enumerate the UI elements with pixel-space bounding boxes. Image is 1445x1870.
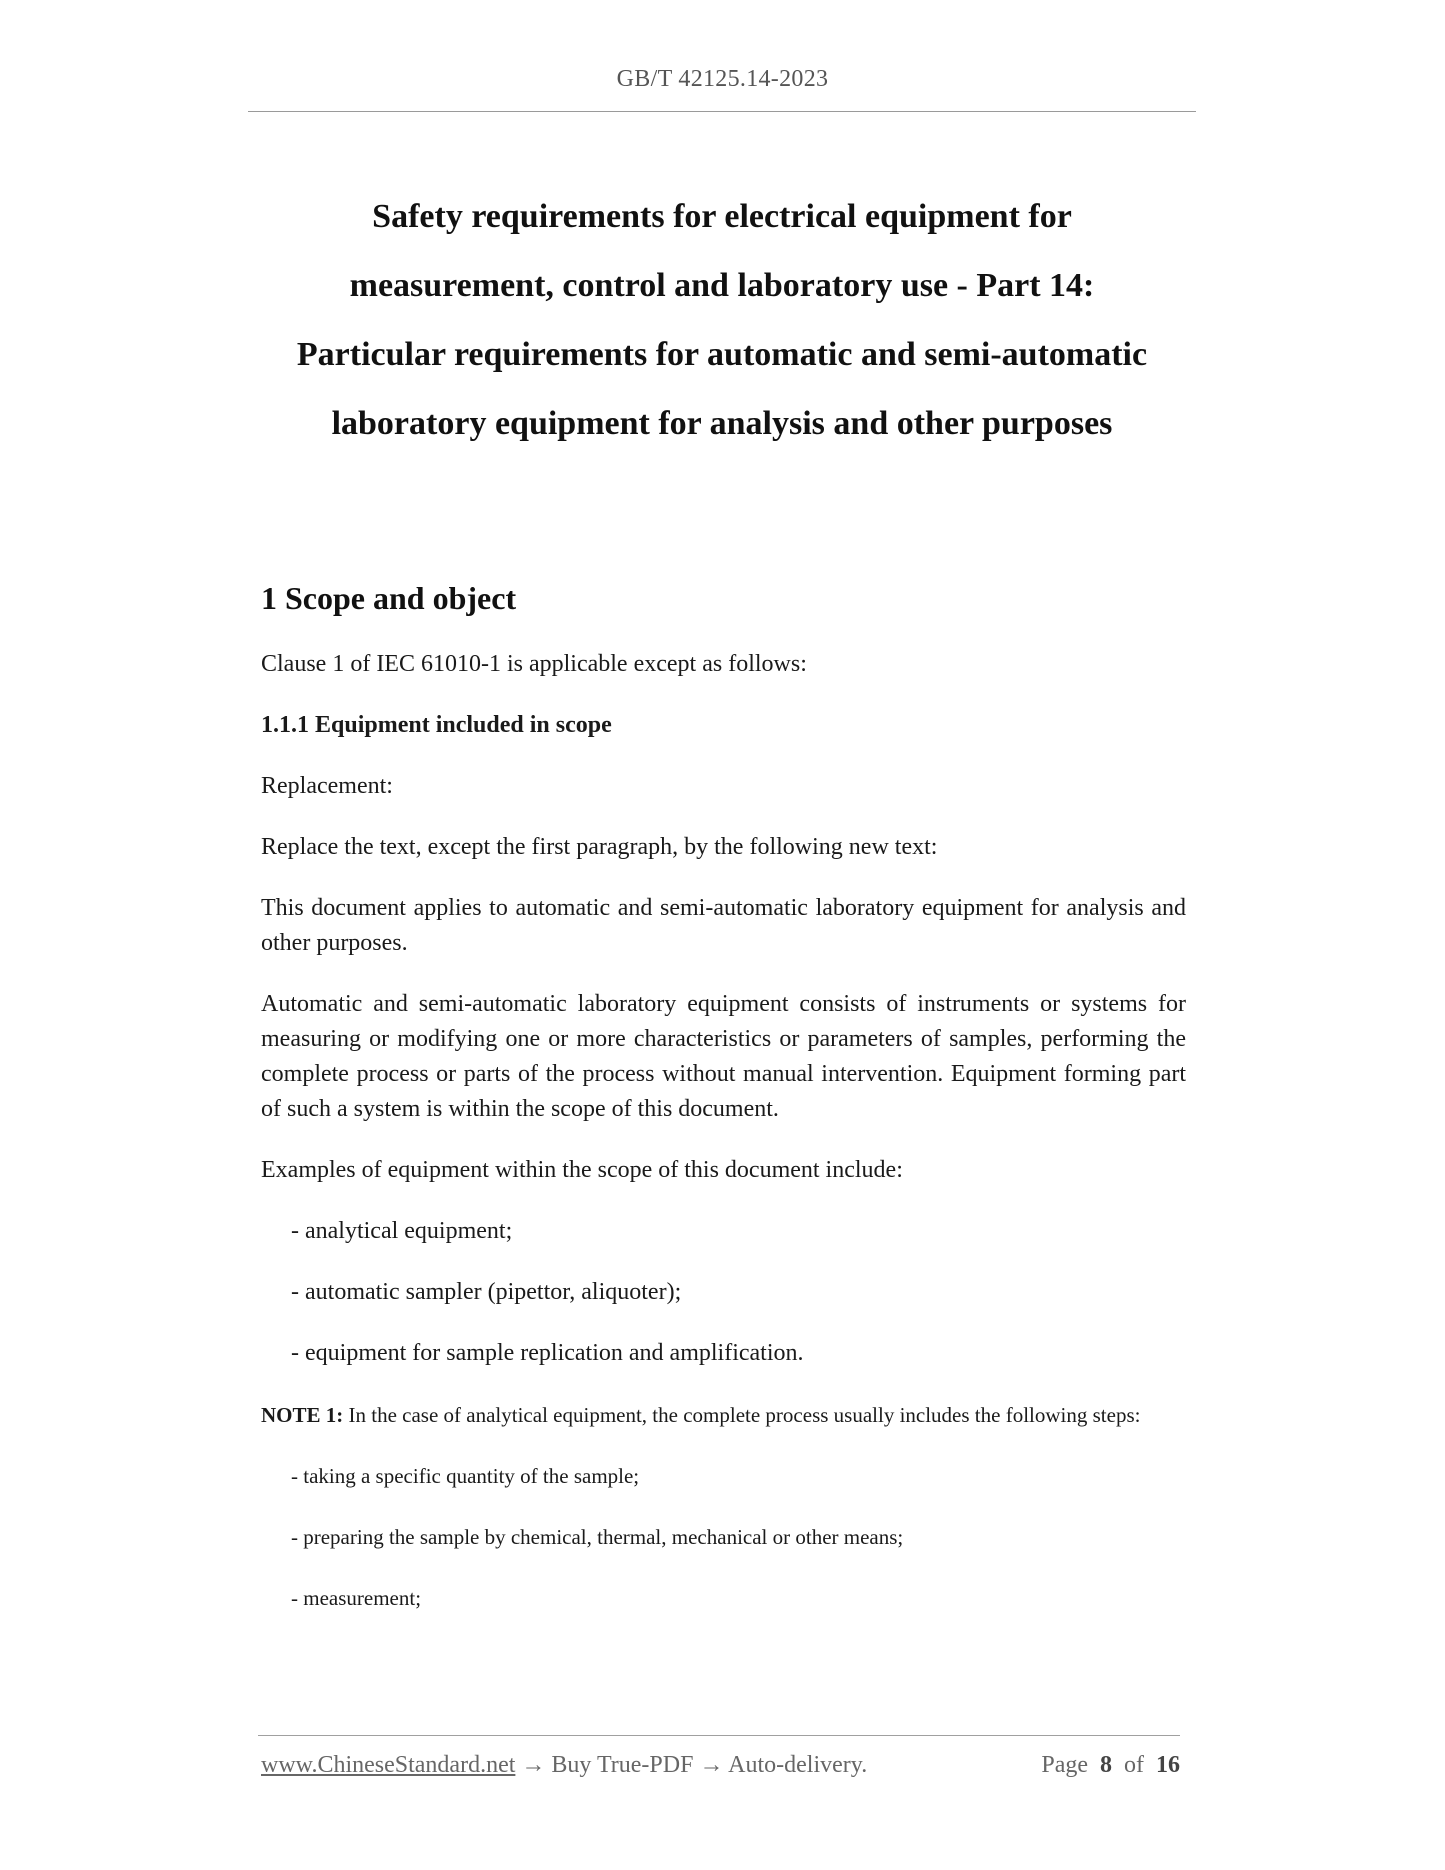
arrow-right-icon: → [521,1752,546,1778]
note-step: - measurement; [291,1586,422,1610]
chinesestandard-link[interactable]: www.ChineseStandard.net [261,1752,516,1778]
note-text: In the case of analytical equipment, the complete process usually includes the following steps: [343,1403,1141,1427]
note-1 [261,1397,1186,1433]
replace-instruction: Replace the text, except the first paragraph, by the following new text: [261,834,938,860]
list-item: - equipment for sample replication and amplification. [291,1340,804,1366]
auto-delivery-text: Auto-delivery. [728,1752,868,1778]
footer-divider [258,1735,1180,1736]
of-label: of [1124,1752,1144,1778]
note-step: - taking a specific quantity of the sample; [291,1464,640,1488]
list-item: - automatic sampler (pipettor, aliquoter); [291,1279,682,1305]
title-line-3: Particular requirements for automatic and semi-automatic [296,336,1148,373]
examples-intro: Examples of equipment within the scope of this document include: [261,1157,903,1183]
page-label: Page [1041,1752,1088,1778]
title-line-2: measurement, control and laboratory use - Part 14: [349,267,1095,304]
note-step: - preparing the sample by chemical, thermal, mechanical or other means; [291,1525,904,1549]
page-counter [1041,1752,1180,1779]
header-divider [248,111,1196,112]
title-line-1: Safety requirements for electrical equipment for [372,198,1072,235]
note-label: NOTE 1: [261,1403,344,1427]
document-body [261,576,1186,1641]
title-line-4: laboratory equipment for analysis and other purposes [331,405,1113,442]
document-title [248,182,1196,458]
buy-pdf-text: Buy True-PDF [551,1752,694,1778]
standard-code-header: GB/T 42125.14-2023 [616,66,829,92]
footer-promo [261,1752,867,1779]
total-pages-number: 16 [1156,1752,1180,1778]
section-heading-scope: 1 Scope and object [261,580,517,616]
replacement-label: Replacement: [261,773,393,799]
scope-paragraph-1: This document applies to automatic and semi-automatic laboratory equipment for analysis and other purposes. [261,895,1186,956]
scope-paragraph-2: Automatic and semi-automatic laboratory equipment consists of instruments or systems for measuring or modifying one or more characteristics or parameters of samples, performing the complete process or parts of the process without manual intervention. Equipment forming part of such a system is within the scope of this document. [261,991,1186,1122]
clause-intro: Clause 1 of IEC 61010-1 is applicable except as follows: [261,651,807,677]
list-item: - analytical equipment; [291,1218,513,1244]
subsection-heading: 1.1.1 Equipment included in scope [261,712,612,738]
arrow-right-icon: → [699,1752,724,1778]
current-page-number: 8 [1100,1752,1112,1778]
